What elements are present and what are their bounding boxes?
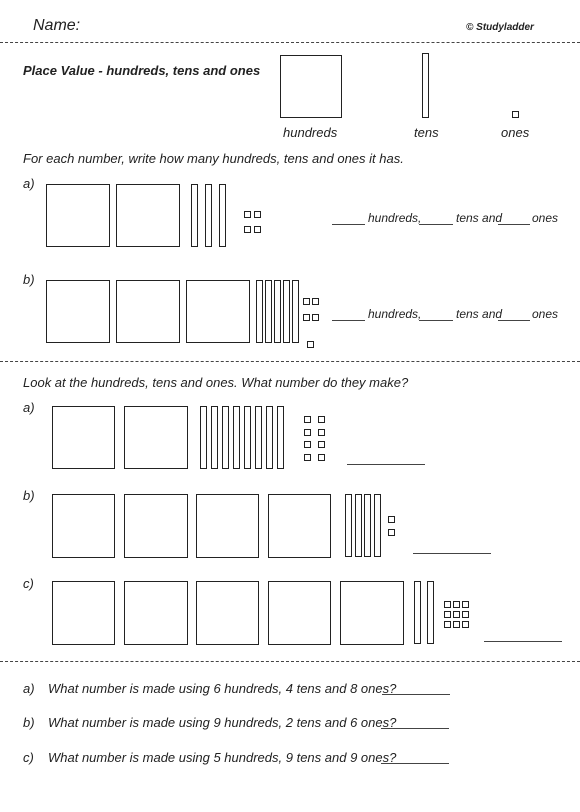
section1-item-b-label: b)	[23, 272, 35, 287]
divider	[0, 42, 580, 43]
ones-block	[254, 226, 261, 233]
tens-block	[233, 406, 240, 469]
question-a-text: What number is made using 6 hundreds, 4 tens and 8 ones?	[48, 681, 397, 696]
ones-block	[303, 298, 310, 305]
question-c-label: c)	[23, 750, 34, 765]
hundreds-block	[46, 280, 110, 343]
tens-block	[345, 494, 352, 557]
hundreds-block	[124, 494, 188, 558]
ones-block	[318, 454, 325, 461]
key-hundreds-block	[280, 55, 342, 118]
ones-block	[304, 416, 311, 423]
ones-block	[312, 298, 319, 305]
section2-item-a-label: a)	[23, 400, 35, 415]
ones-block	[254, 211, 261, 218]
tens-block	[427, 581, 434, 644]
ones-block	[303, 314, 310, 321]
tens-block	[364, 494, 371, 557]
answer-line[interactable]	[484, 641, 562, 642]
copyright-text: © Studyladder	[466, 22, 534, 33]
ones-block	[444, 601, 451, 608]
key-tens-label: tens	[414, 125, 439, 140]
hundreds-block	[186, 280, 250, 343]
key-tens-block	[422, 53, 429, 118]
ones-block	[318, 429, 325, 436]
ones-block	[304, 441, 311, 448]
ones-word: ones	[532, 211, 559, 225]
name-label: Name:	[33, 17, 81, 34]
tens-block	[266, 406, 273, 469]
ones-block	[318, 416, 325, 423]
ones-block	[304, 429, 311, 436]
page-title: Place Value - hundreds, tens and ones	[23, 63, 261, 78]
hundreds-block	[46, 184, 110, 247]
tens-block	[274, 280, 281, 343]
divider	[0, 661, 580, 662]
tens-answer-line[interactable]	[419, 224, 453, 225]
ones-block	[244, 211, 251, 218]
hundreds-block	[268, 581, 331, 645]
tens-block	[256, 280, 263, 343]
ones-block	[453, 611, 460, 618]
ones-answer-line[interactable]	[498, 224, 530, 225]
tens-word: tens and	[456, 211, 503, 225]
tens-block	[277, 406, 284, 469]
hundreds-block	[52, 581, 115, 645]
answer-line[interactable]	[347, 464, 425, 465]
tens-word: tens and	[456, 307, 503, 321]
tens-block	[255, 406, 262, 469]
answer-line[interactable]	[382, 694, 450, 695]
question-b-label: b)	[23, 715, 35, 730]
ones-block	[244, 226, 251, 233]
hundreds-word: hundreds,	[368, 307, 422, 321]
hundreds-word: hundreds,	[368, 211, 422, 225]
tens-block	[265, 280, 272, 343]
divider	[0, 361, 580, 362]
key-hundreds-label: hundreds	[283, 125, 338, 140]
answer-line[interactable]	[381, 763, 449, 764]
question-c-text: What number is made using 5 hundreds, 9 tens and 9 ones?	[48, 750, 397, 765]
tens-block	[191, 184, 198, 247]
hundreds-block	[52, 494, 115, 558]
hundreds-block	[340, 581, 404, 645]
ones-block	[444, 611, 451, 618]
hundreds-block	[52, 406, 115, 469]
ones-block	[388, 516, 395, 523]
answer-line[interactable]	[413, 553, 491, 554]
hundreds-block	[196, 494, 259, 558]
section1-instruction: For each number, write how many hundreds, tens and ones it has.	[23, 151, 404, 166]
key-ones-block	[512, 111, 519, 118]
tens-block	[200, 406, 207, 469]
hundreds-answer-line[interactable]	[332, 320, 365, 321]
hundreds-block	[124, 406, 188, 469]
hundreds-block	[116, 184, 180, 247]
ones-block	[462, 621, 469, 628]
ones-block	[453, 621, 460, 628]
ones-block	[307, 341, 314, 348]
tens-block	[222, 406, 229, 469]
hundreds-answer-line[interactable]	[332, 224, 365, 225]
ones-block	[462, 611, 469, 618]
ones-block	[388, 529, 395, 536]
section2-item-b-label: b)	[23, 488, 35, 503]
tens-block	[244, 406, 251, 469]
ones-block	[318, 441, 325, 448]
hundreds-block	[116, 280, 180, 343]
hundreds-block	[124, 581, 188, 645]
question-b-text: What number is made using 9 hundreds, 2 tens and 6 ones?	[48, 715, 397, 730]
answer-line[interactable]	[381, 728, 449, 729]
section2-instruction: Look at the hundreds, tens and ones. What number do they make?	[23, 375, 409, 390]
ones-block	[304, 454, 311, 461]
tens-block	[205, 184, 212, 247]
ones-answer-line[interactable]	[498, 320, 530, 321]
tens-answer-line[interactable]	[419, 320, 453, 321]
tens-block	[292, 280, 299, 343]
tens-block	[211, 406, 218, 469]
ones-block	[453, 601, 460, 608]
hundreds-block	[268, 494, 331, 558]
tens-block	[355, 494, 362, 557]
tens-block	[219, 184, 226, 247]
ones-block	[312, 314, 319, 321]
ones-block	[462, 601, 469, 608]
ones-word: ones	[532, 307, 559, 321]
tens-block	[374, 494, 381, 557]
hundreds-block	[196, 581, 259, 645]
key-ones-label: ones	[501, 125, 530, 140]
tens-block	[414, 581, 421, 644]
section1-item-a-label: a)	[23, 176, 35, 191]
ones-block	[444, 621, 451, 628]
section2-item-c-label: c)	[23, 576, 34, 591]
question-a-label: a)	[23, 681, 35, 696]
tens-block	[283, 280, 290, 343]
